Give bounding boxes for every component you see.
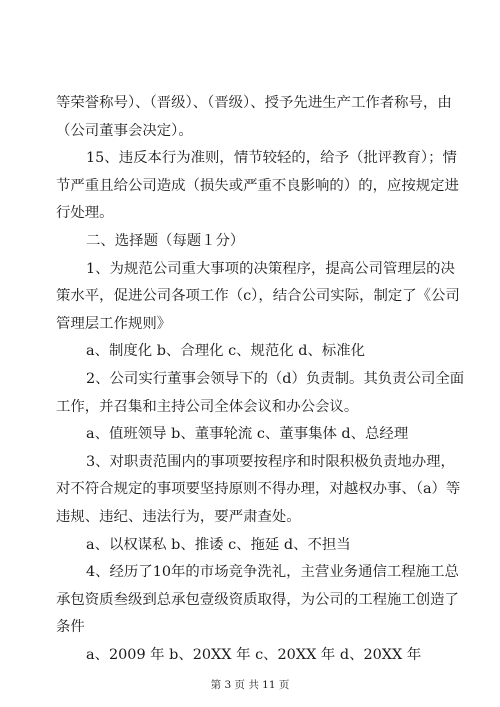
question-line: 3、对职责范围内的事项要按程序和时限积极负责地办理， [86,453,455,470]
text-line: 条件 [56,619,85,636]
options-line: a、2009 年 b、20XX 年 c、20XX 年 d、20XX 年 [86,647,422,663]
question-line: 1、为规范公司重大事项的决策程序，提高公司管理层的决 [86,260,455,277]
options-line: a、值班领导 b、董事轮流 c、董事集体 d、总经理 [86,426,409,443]
text-line: 节严重且给公司造成（损失或严重不良影响的）的，应按规定进 [56,177,459,194]
text-line: 承包资质叁级到总承包壹级资质取得，为公司的工程施工创造了 [56,591,459,608]
question-line: 4、经历了10年的市场竞争洗礼，主营业务通信工程施工总 [86,564,459,581]
question-line: 2、公司实行董事会领导下的（d）负责制。其负责公司全面 [86,371,465,387]
options-line: a、以权谋私 b、推诿 c、拖延 d、不担当 [86,536,351,553]
text-line: 管理层工作规则》 [56,315,172,332]
section-heading: 二、选择题（每题１分） [86,233,245,249]
text-line: 策水平，促进公司各项工作（c），结合公司实际，制定了《公司 [56,288,460,305]
text-line: 工作，并召集和主持公司全体会议和办公会议。 [56,398,359,415]
options-line: a、制度化 b、合理化 c、规范化 d、标准化 [86,343,366,360]
text-line: （公司董事会决定）。 [56,122,193,139]
text-line: 15、违反本行为准则，情节较轻的，给予（批评教育）；情 [86,150,457,167]
text-line: 违规、违纪、违法行为，要严肃查处。 [56,509,301,525]
text-line: 行处理。 [56,205,114,222]
text-line: 对不符合规定的事项要坚持原则不得办理，对越权办事、（a）等 [56,481,461,498]
text-line: 等荣誉称号）、（晋级）、（晋级）、授予先进生产工作者称号，由 [56,95,452,111]
page-footer: 第 3 页 共 11 页 [210,679,290,691]
